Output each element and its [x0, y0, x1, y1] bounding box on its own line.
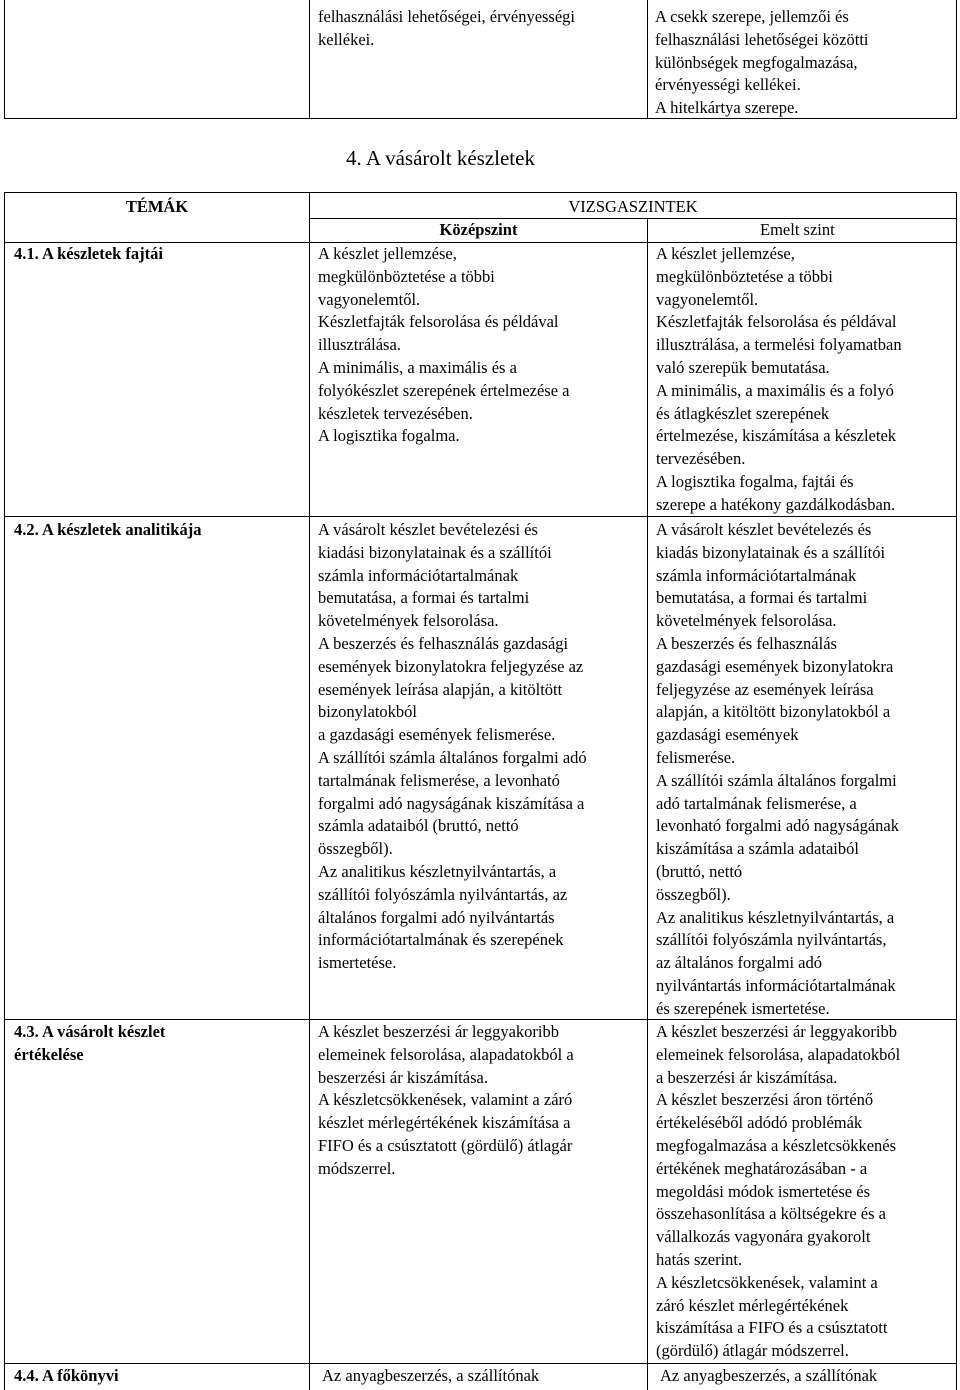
- header-vizsgaszintek: VIZSGASZINTEK: [568, 197, 698, 216]
- section-title: 4. A vásárolt készletek: [346, 146, 535, 170]
- kozepszint-cell: Az anyagbeszerzés, a szállítónak: [322, 1366, 540, 1385]
- top-mid-cell: felhasználási lehetőségei, érvényességi kellékei.: [318, 7, 576, 49]
- table-border: [4, 1363, 957, 1364]
- emelt-cell: A készlet jellemzése, megkülönböztetése a többi vagyonelemtől. Készletfajták felsorolása és példával illusztrálása, a termelési folyamatban való szerepük bemutatása. A minimális, a maximális és a folyó és átlagkészlet szerepének értelmezése, kiszámítása a készletek tervezésében. A logisztika fogalma, fajtái és szerepe a hatékony gazdálkodásban.: [656, 244, 902, 514]
- table-border: [4, 0, 5, 119]
- kozepszint-cell: A vásárolt készlet bevételezési és kiadási bizonylatainak és a szállítói számla információtartalmának bemutatása, a formai és tartalmi követelmények felsorolása. A beszerzés és felhasználás gazdasági események bizonylatokra feljegyzése az események leírása alapján, a kitöltött bizonylatokból a gazdasági események felismerése. A szállítói számla általános forgalmi adó tartalmának felismerése, a levonható forgalmi adó nagyságának kiszámítása a számla adataiból (bruttó, nettó összegből). Az analitikus készletnyilvántartás, a szállítói folyószámla nyilvántartás, az általános forgalmi adó nyilvántartás információtartalmának és szerepének ismertetése.: [318, 520, 587, 973]
- emelt-cell: Az anyagbeszerzés, a szállítónak: [660, 1366, 878, 1385]
- kozepszint-cell: A készlet jellemzése, megkülönböztetése a többi vagyonelemtől. Készletfajták felsorolása és példával illusztrálása. A minimális, a maximális és a folyókészlet szerepének értelmezése a készletek tervezésében. A logisztika fogalma.: [318, 244, 570, 446]
- table-border: [4, 192, 957, 193]
- emelt-cell: A készlet beszerzési ár leggyakoribb elemeinek felsorolása, alapadatokból a beszerzési ár kiszámítása. A készlet beszerzési áron történő értékeléséből adódó problémák megfogalmazása a készletcsökkenés értékének meghatározásában - a megoldási módok ismertetése és összehasonlítása a költségekre és a vállalkozás vagyonára gyakorolt hatás szerint. A készletcsökkenések, valamint a záró készlet mérlegértékének kiszámítása a FIFO és a csúsztatott (gördülő) átlagár módszerrel.: [656, 1022, 901, 1361]
- topic-cell: 4.1. A készletek fajtái: [14, 244, 163, 263]
- topic-cell: 4.3. A vásárolt készlet értékelése: [14, 1022, 166, 1064]
- table-border: [309, 0, 310, 119]
- table-border: [309, 192, 310, 1390]
- header-emelt: Emelt szint: [760, 220, 835, 239]
- emelt-cell: A vásárolt készlet bevételezés és kiadás bizonylatainak és a szállítói számla információtartalmának bemutatása, a formai és tartalmi követelmények felsorolása. A beszerzés és felhasználás gazdasági események bizonylatokra feljegyzése az események leírása alapján, a kitöltött bizonylatokból a gazdasági események felismerése. A szállítói számla általános forgalmi adó tartalmának felismerése, a levonható forgalmi adó nagyságának kiszámítása a számla adataiból (bruttó, nettó összegből). Az analitikus készletnyilvántartás, a szállítói folyószámla nyilvántartás, az általános forgalmi adó nyilvántartás információtartalmának és szerepének ismertetése.: [656, 520, 899, 1018]
- table-border: [647, 0, 648, 119]
- kozepszint-cell: A készlet beszerzési ár leggyakoribb elemeinek felsorolása, alapadatokból a beszerzési ár kiszámítása. A készletcsökkenések, valamint a záró készlet mérlegértékének kiszámítása a FIFO és a csúsztatott (gördülő) átlagár módszerrel.: [318, 1022, 574, 1178]
- top-right-cell: A csekk szerepe, jellemzői és felhasználási lehetőségei közötti különbségek megfogalmazása, érvényességi kellékei. A hitelkártya szerepe.: [655, 7, 869, 118]
- header-kozepszint: Középszint: [439, 220, 518, 239]
- table-border: [956, 0, 957, 119]
- topic-cell: 4.4. A főkönyvi: [14, 1366, 119, 1385]
- header-temak: TÉMÁK: [125, 197, 189, 216]
- topic-cell: 4.2. A készletek analitikája: [14, 520, 202, 539]
- table-border: [4, 192, 5, 1390]
- table-border: [956, 192, 957, 1390]
- table-border: [647, 218, 648, 1390]
